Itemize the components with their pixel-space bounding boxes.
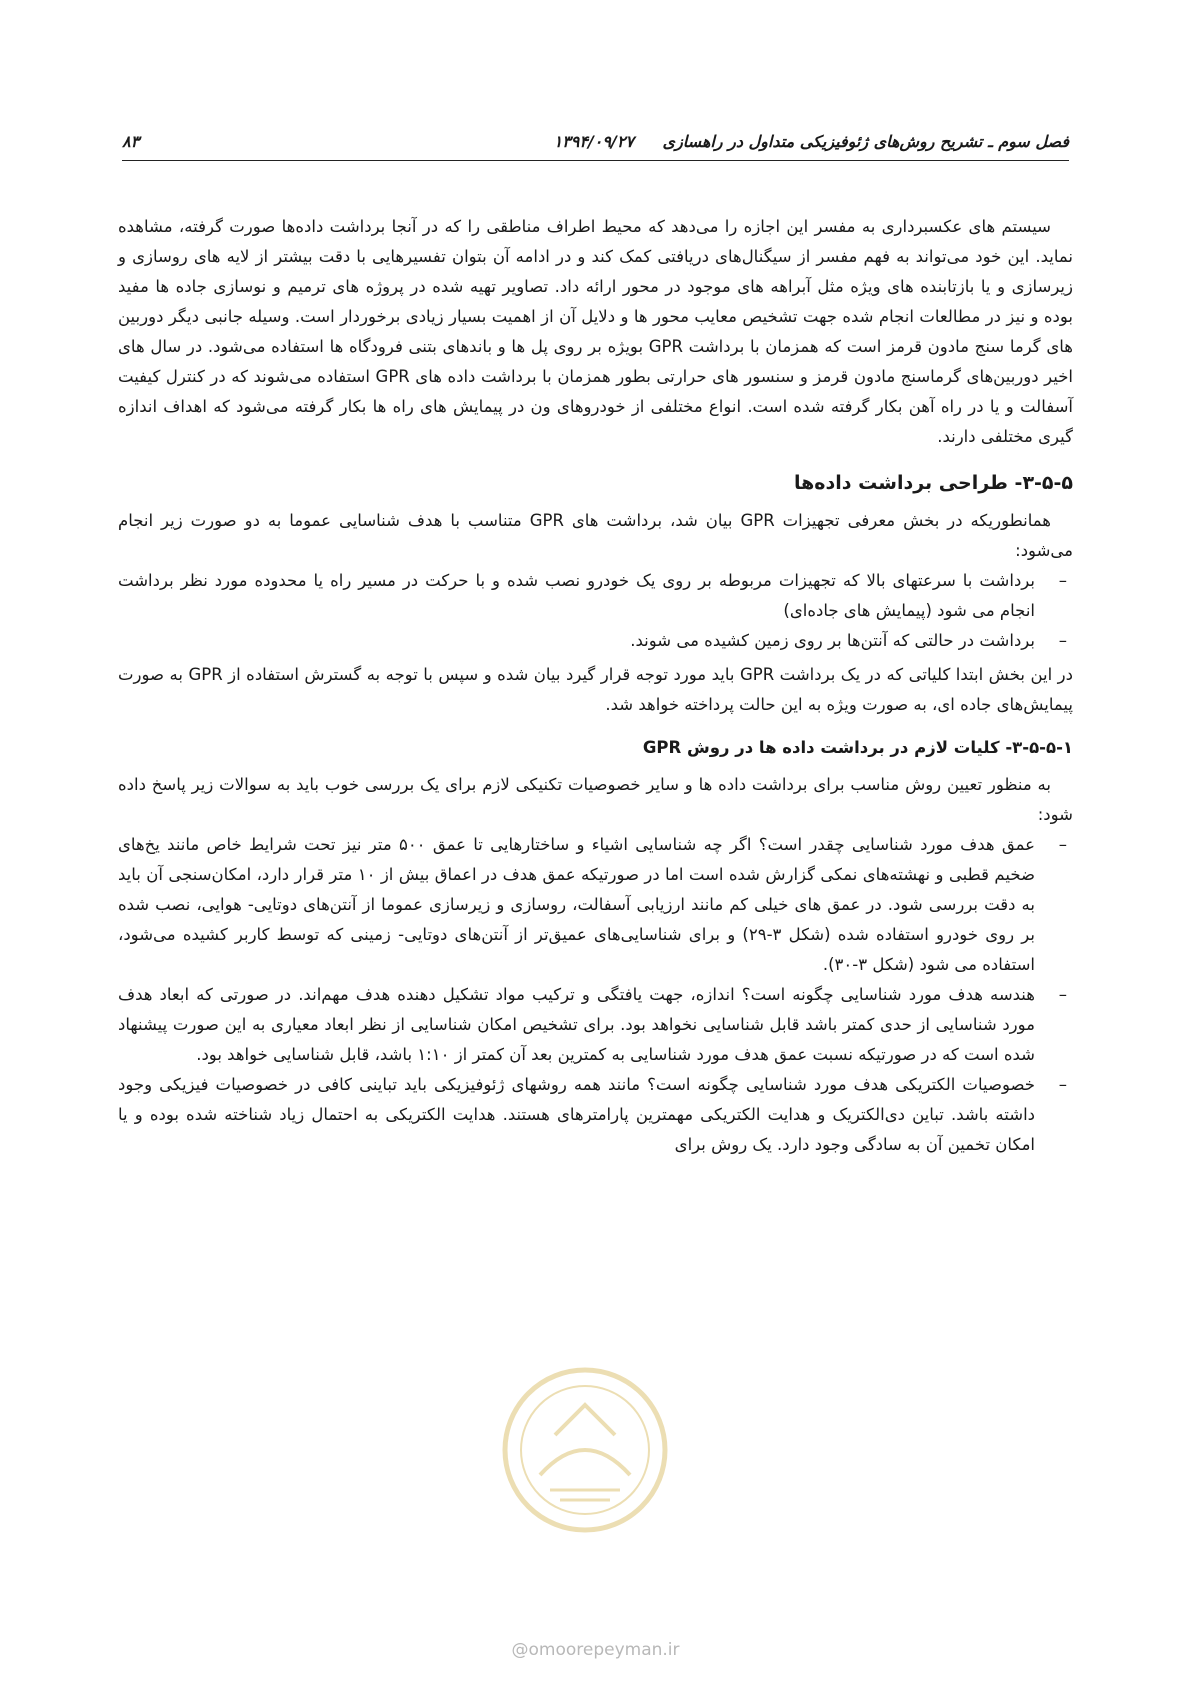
- intro-paragraph: سیستم های عکسبرداری به مفسر این اجازه را می‌دهد که محیط اطراف مناطقی را که در آنجا برداشت داده‌ها صورت گرفته، مشاهده نماید. این خود می‌تواند به فهم مفسر از سیگنال‌های دریافتی کمک کند و در ادامه آن بتوان تفسیرهایی با دقت بیشتر از لایه های روسازی و زیرسازی و یا بازتابنده های ویژه مثل آبراهه های موجود در محور ارائه داد. تصاویر تهیه شده در پروژه های ترمیم و نوسازی جاده ها مفید بوده و نیز در مطالعات انجام شده جهت تشخیص معایب محور ها و دلایل آن از اهمیت بسیار زیادی برخوردار است. وسیله جانبی دیگر دوربین های گرما سنج مادون قرمز است که همزمان با برداشت GPR بویژه بر روی پل ها و باندهای بتنی فرودگاه ها استفاده می‌شود. در سال های اخیر دوربین‌های گرماسنج مادون قرمز و سنسور های حرارتی بطور همزمان با برداشت داده های GPR استفاده می‌شوند که در کنترل کیفیت آسفالت و یا در راه آهن بکار گرفته شده است. انواع مختلفی از خودروهای ون در پیمایش های راه ها بکار گرفته می‌شود که اهداف اندازه گیری مختلفی دارند.: [118, 217, 1074, 446]
- chapter-title: فصل سوم ـ تشریح روش‌های ژئوفیزیکی متداول در راهسازی: [662, 132, 1069, 151]
- section-paragraph-2: در این بخش ابتدا کلیاتی که در یک برداشت GPR باید مورد توجه قرار گیرد بیان شده و سپس با توجه به گسترش استفاده از GPR به صورت پیمایش‌های جاده ای، به صورت ویژه به این حالت پرداخته خواهد شد.: [118, 665, 1073, 714]
- section-heading: ۳-۵-۵- طراحی برداشت داده‌ها: [794, 472, 1073, 494]
- subsection-paragraph: به منظور تعیین روش مناسب برای برداشت داده ها و سایر خصوصیات تکنیکی لازم برای یک بررسی خوب باید به سوالات زیر پاسخ داده شود:: [118, 775, 1073, 824]
- subsection-heading: ۳-۵-۵-۱- کلیات لازم در برداشت داده ها در روش GPR: [642, 738, 1073, 757]
- page-number: ۸۳: [122, 132, 140, 151]
- list-item: – هندسه هدف مورد شناسایی چگونه است؟ اندازه، جهت یافتگی و ترکیب مواد تشکیل دهنده هدف مهم‌اند. در صورتی که ابعاد هدف مورد شناسایی از حدی کمتر باشد قابل شناسایی نخواهد بود. برای تشخیص امکان شناسایی از نظر ابعاد معیاری به این صورت پیشنهاد شده است که در صورتیکه نسبت عمق هدف مورد شناسایی به کمترین بعد آن کمتر از ۱:۱۰ باشد، قابل شناسایی خواهد بود.: [118, 980, 1073, 1070]
- body-text: [118, 212, 1073, 1164]
- header-date: ۱۳۹۴/۰۹/۲۷: [553, 132, 634, 151]
- list-item: – برداشت با سرعتهای بالا که تجهیزات مربوطه بر روی یک خودرو نصب شده و با حرکت در مسیر راه یا محدوده مورد نظر برداشت انجام می شود (پیمایش های جاده‌ای): [118, 566, 1073, 626]
- list-item: – برداشت در حالتی که آنتن‌ها بر روی زمین کشیده می شوند.: [118, 626, 1073, 656]
- subsection-bullet-list: [118, 830, 1073, 1160]
- section-bullet-list: [118, 566, 1073, 656]
- watermark-url: @omoorepeyman.ir: [511, 1640, 680, 1660]
- list-item: – عمق هدف مورد شناسایی چقدر است؟ اگر چه شناسایی اشیاء و ساختارهایی تا عمق ۵۰۰ متر نیز تحت شرایط خاص مانند یخ‌های ضخیم قطبی و نهشته‌های نمکی گزارش شده است اما در صورتیکه عمق هدف در اعماق بیش از ۱۰ متر قرار دارد، امکان‌سنجی آن باید به دقت بررسی شود. در عمق های خیلی کم مانند ارزیابی آسفالت، روسازی و زیرسازی عموما از آنتن‌های دوتایی- هوایی، نصب شده بر روی خودرو استفاده شده (شکل ۳-۲۹) و برای شناسایی‌های عمیق‌تر از آنتن‌های دوتایی- زمینی که توسط کاربر کشیده می‌شود، استفاده می شود (شکل ۳-۳۰).: [118, 830, 1073, 980]
- watermark-seal-icon: [500, 1365, 670, 1535]
- list-item: – خصوصیات الکتریکی هدف مورد شناسایی چگونه است؟ مانند همه روشهای ژئوفیزیکی باید تباینی کافی در خصوصیات فیزیکی وجود داشته باشد. تباین دی‌الکتریک و هدایت الکتریکی مهمترین پارامترهای هستند. هدایت الکتریکی به احتمال زیاد شناخته شده بوده و یا امکان تخمین آن به سادگی وجود دارد. یک روش برای: [118, 1070, 1073, 1160]
- running-header: [122, 126, 1069, 161]
- section-paragraph-1: همانطوریکه در بخش معرفی تجهیزات GPR بیان شد، برداشت های GPR متناسب با هدف شناسایی عموما به دو صورت زیر انجام می‌شود:: [118, 511, 1073, 560]
